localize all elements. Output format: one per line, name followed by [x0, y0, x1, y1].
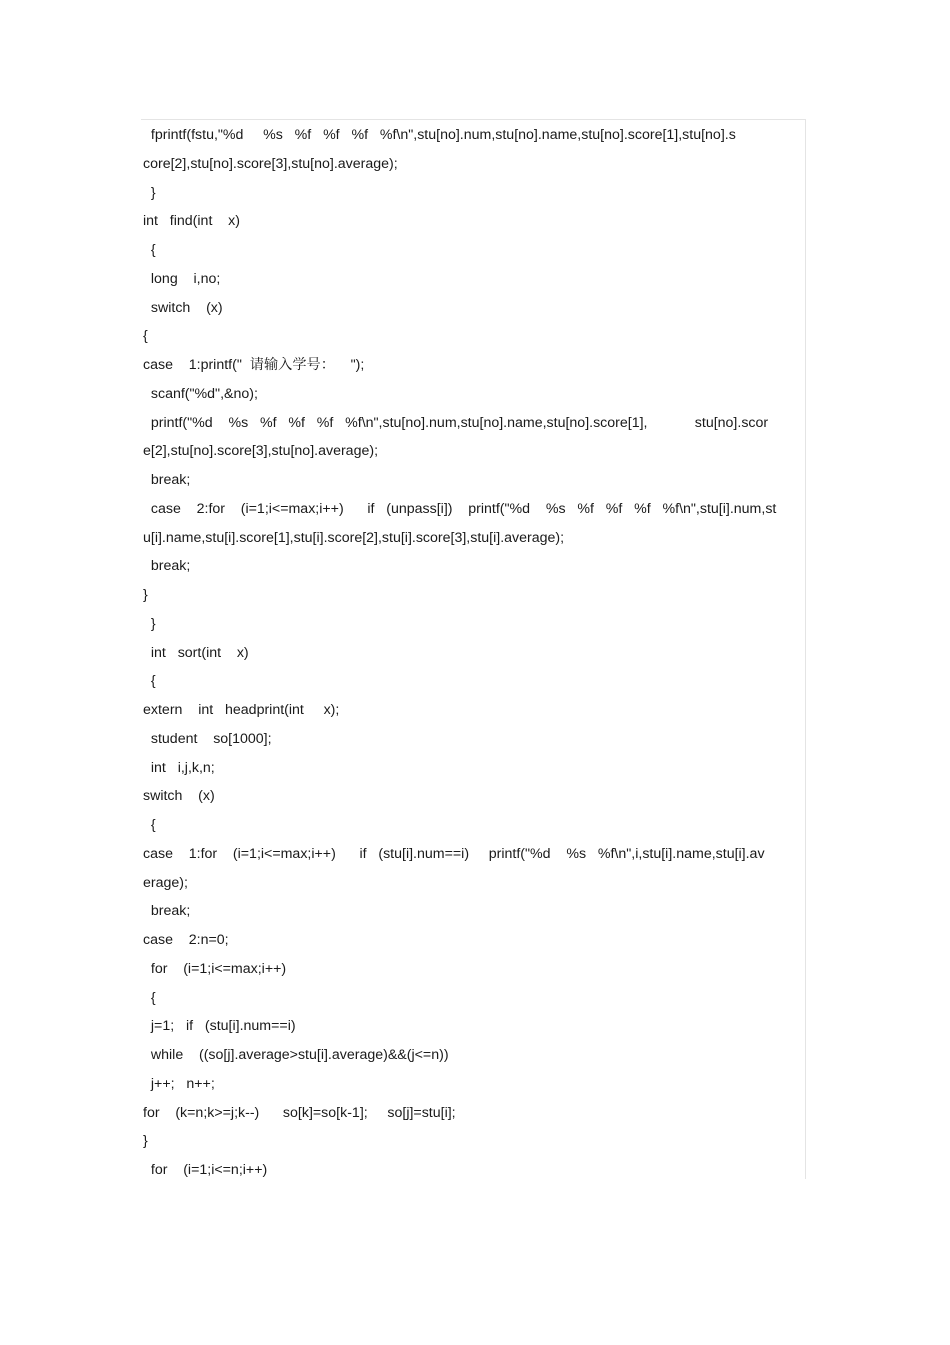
code-line: while ((so[j].average>stu[i].average)&&(j<=n)) — [143, 1047, 449, 1063]
code-line: { — [143, 989, 156, 1006]
code-line: student so[1000]; — [143, 730, 272, 747]
code-line: } — [143, 587, 148, 603]
code-line: for (i=1;i<=n;i++) — [143, 1162, 268, 1178]
code-listing — [143, 121, 803, 1185]
code-line: { — [143, 817, 156, 833]
code-line: } — [143, 184, 156, 201]
code-line: case 2:n=0; — [143, 932, 229, 948]
code-line: core[2],stu[no].score[3],stu[no].average); — [143, 155, 398, 172]
code-line: printf("%d %s %f %f %f %f\n",stu[no].num,stu[no].name,stu[no].score[1], stu[no].scor — [143, 414, 769, 431]
code-line: switch (x) — [143, 299, 223, 316]
code-line: } — [143, 615, 156, 632]
code-line: case 2:for (i=1;i<=max;i++) if (unpass[i]) printf("%d %s %f %f %f %f\n",stu[i].num,st — [143, 500, 777, 517]
code-line: int find(int x) — [143, 213, 240, 230]
code-line: case 1:printf(" 请输入学号： "); — [143, 357, 365, 373]
code-line: switch (x) — [143, 788, 215, 805]
code-line: scanf("%d",&no); — [143, 385, 258, 402]
code-line: j++; n++; — [143, 1075, 215, 1092]
code-line: e[2],stu[no].score[3],stu[no].average); — [143, 443, 379, 460]
code-line: } — [143, 1133, 148, 1150]
code-line: int sort(int x) — [143, 644, 249, 661]
code-line: case 1:for (i=1;i<=max;i++) if (stu[i].num==i) printf("%d %s %f\n",i,stu[i].name,stu[i].av — [143, 845, 765, 862]
code-line: u[i].name,stu[i].score[1],stu[i].score[2],stu[i].score[3],stu[i].average); — [143, 529, 565, 546]
code-line: long i,no; — [143, 270, 221, 287]
code-line: int i,j,k,n; — [143, 759, 215, 776]
code-line: erage); — [143, 874, 188, 891]
code-line: break; — [143, 903, 191, 920]
code-line: j=1; if (stu[i].num==i) — [143, 1018, 296, 1035]
code-line: break; — [143, 472, 191, 488]
code-line: extern int headprint(int x); — [143, 702, 340, 718]
code-line: for (k=n;k>=j;k--) so[k]=so[k-1]; so[j]=stu[i]; — [143, 1104, 456, 1121]
code-line: { — [143, 673, 156, 690]
code-line: { — [143, 328, 148, 345]
code-line: { — [143, 242, 156, 258]
code-line: fprintf(fstu,"%d %s %f %f %f %f\n",stu[no].num,stu[no].name,stu[no].score[1],stu[no].s — [143, 127, 736, 143]
code-line: for (i=1;i<=max;i++) — [143, 960, 287, 977]
code-line: break; — [143, 558, 191, 575]
